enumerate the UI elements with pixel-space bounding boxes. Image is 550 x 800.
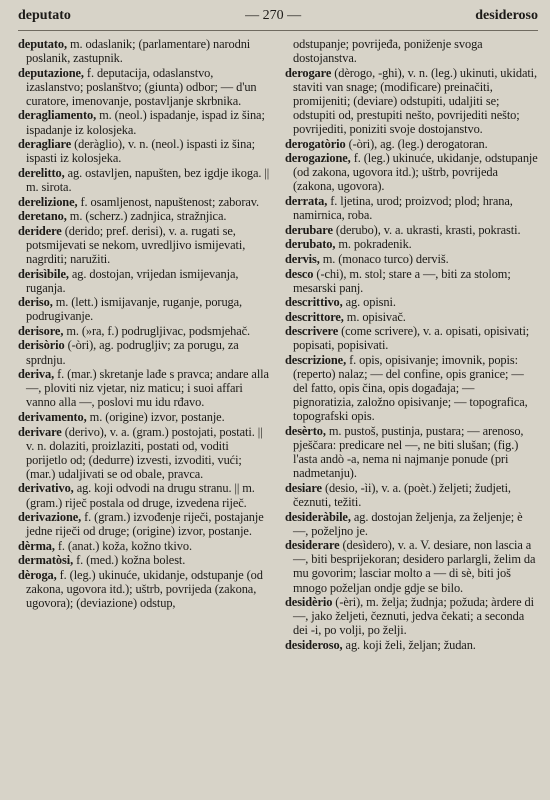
definition: ag. dostojan, vrijedan ismijevanja, ruganja.: [26, 266, 239, 295]
headword: derisìbile,: [18, 266, 69, 281]
dictionary-entry: [285, 295, 538, 309]
definition: f. (mar.) skretanje lađe s pravca; andare alla —, ploviti niz vjetar, niz maticu; i suoi affari vanno alla —, poslovi mu idu rđavo.: [26, 367, 269, 410]
headword: descrizione,: [285, 353, 347, 368]
dictionary-entry: [18, 425, 271, 481]
dictionary-entry: [285, 267, 538, 295]
dictionary-entry: [18, 209, 271, 223]
definition: f. osamljenost, napuštenost; zaborav.: [80, 194, 260, 209]
headword: derrata,: [285, 194, 328, 209]
headword: deriso,: [18, 295, 53, 310]
headword: desèrto,: [285, 424, 326, 439]
definition: m. (lett.) ismijavanje, ruganje, poruga, podrugivanje.: [26, 295, 243, 324]
definition: m. (scherz.) zadnjica, stražnjica.: [69, 209, 227, 224]
dictionary-entry: [285, 194, 538, 222]
definition: odstupanje; povrijeđa, poniženje svoga dostojanstva.: [293, 37, 483, 66]
header-last-word: desideroso: [475, 8, 538, 23]
dictionary-entry: [18, 367, 271, 409]
definition: m. (»ra, f.) podrugljivac, podsmjehač.: [66, 323, 251, 338]
definition: f. (anat.) koža, kožno tkivo.: [57, 538, 192, 553]
headword: dermatòsi,: [18, 553, 74, 568]
definition: (derubo), v. a. ukrasti, krasti, pokrasti.: [335, 222, 521, 237]
dictionary-entry: [18, 510, 271, 538]
dictionary-entry: [285, 66, 538, 136]
dictionary-entry: [18, 224, 271, 266]
right-column: [285, 37, 538, 653]
headword: derisore,: [18, 323, 64, 338]
headword: deragliare: [18, 137, 72, 152]
definition: f. (leg.) ukinuće, ukidanje, odstupanje (od zakona, ugovora itd.); uštrb, povrijeda (zakona, ugovora).: [293, 151, 538, 194]
definition: (deràglio), v. n. (neol.) ispasti iz šina; ispasti iz kolosjeka.: [26, 137, 255, 166]
definition: f. (leg.) ukinuće, ukidanje, odstupanje (od zakona, ugovora itd.); uštrb, povrijeda (zakona, ugovora); (deviazione) odstup,: [26, 567, 263, 611]
dictionary-entry: [18, 108, 271, 136]
headword: derogare: [285, 65, 332, 80]
dictionary-entry: [18, 338, 271, 366]
headword: descrittivo,: [285, 295, 343, 310]
dictionary-entry: [18, 267, 271, 295]
definition: (desìdero), v. a. V. desiare, non lascia a —, biti besprijekoran; desidero parlargli, želim da mu govorim; lasciar molto a — di sè, biti još mnogo poželjan ondje gdje se bilo.: [293, 538, 536, 595]
dictionary-entry: [285, 310, 538, 324]
dictionary-entry: [18, 553, 271, 567]
definition: f. (med.) kožna bolest.: [76, 553, 186, 568]
headword: desideràbile,: [285, 509, 351, 524]
dictionary-entry: [285, 595, 538, 637]
dictionary-entry: [18, 37, 271, 65]
headword: derogazione,: [285, 151, 351, 166]
definition: (desio, -ìi), v. a. (poèt.) željeti; žudjeti, čeznuti, težiti.: [293, 480, 511, 509]
headword: descrivere: [285, 324, 339, 339]
dictionary-entry: [18, 166, 271, 194]
definition: f. (gram.) izvođenje riječi, postajanje jedne riječi od druge; (origine) izvor, postanje.: [26, 510, 264, 539]
definition: f. opis, opisivanje; imovnik, popis: (reperto) nalaz; — del confine, opis granice; — del fatto, opis čina, opis događaja; — pignoratizia, založno opisivanje; — topografica, topografski opis.: [293, 353, 528, 424]
dictionary-entry: [285, 353, 538, 423]
headword: derivamento,: [18, 409, 87, 424]
definition: ag. koji želi, željan; žudan.: [345, 637, 476, 652]
headword: derubato,: [285, 237, 336, 252]
definition: (-òri), ag. podrugljiv; za porugu, za sprdnju.: [26, 338, 239, 367]
headword: deputazione,: [18, 65, 84, 80]
dictionary-entry: [285, 252, 538, 266]
headword: derelitto,: [18, 165, 65, 180]
dictionary-entry: [18, 568, 271, 610]
definition: (-èri), m. želja; žudnja; požuda; àrdere di —, jako željeti, čeznuti, jedva čekati; a seconda dei -i, po volji, po želji.: [293, 595, 534, 638]
dictionary-entry: [285, 424, 538, 480]
columns: [18, 37, 538, 653]
dictionary-entry: [18, 195, 271, 209]
headword: desiderare: [285, 538, 340, 553]
definition: (derido; pref. derisi), v. a. rugati se, potsmijevati se nekom, uvredljivo ismijevati, nagrditi; naružiti.: [26, 223, 246, 266]
dictionary-entry: [18, 539, 271, 553]
page-number: — 270 —: [245, 8, 302, 23]
dictionary-entry: [285, 137, 538, 151]
left-column: [18, 37, 271, 653]
definition: m. (neol.) ispadanje, ispad iz šina; ispadanje iz kolosjeka.: [26, 108, 265, 137]
dictionary-entry: [285, 151, 538, 193]
headword: derubare: [285, 222, 333, 237]
headword: dèroga,: [18, 567, 57, 582]
dictionary-entry: [285, 538, 538, 594]
definition: (-òri), ag. (leg.) derogatoran.: [348, 136, 488, 151]
definition: f. ljetina, urod; proizvod; plod; hrana, namirnica, roba.: [293, 194, 513, 223]
headword: deputato,: [18, 37, 68, 51]
definition: m. odaslanik; (parlamentare) narodni poslanik, zastupnik.: [26, 37, 251, 66]
headword: descrittore,: [285, 309, 344, 324]
headword: deretano,: [18, 209, 67, 224]
definition: ag. ostavljen, napušten, bez igdje ikoga. || m. sirota.: [26, 165, 270, 194]
dictionary-entry: [285, 237, 538, 251]
dictionary-entry: [18, 66, 271, 108]
headword: deridere: [18, 223, 62, 238]
dictionary-entry: [18, 295, 271, 323]
definition: m. (origine) izvor, postanje.: [89, 409, 225, 424]
definition: m. opisivač.: [346, 309, 406, 324]
headword: desco: [285, 266, 314, 281]
headword: derivazione,: [18, 510, 82, 525]
headword: deriva,: [18, 367, 55, 382]
dictionary-entry: [18, 324, 271, 338]
definition: f. deputacija, odaslanstvo, izaslanstvo; poslanštvo; (giunta) odbor; — d'un curatore, imenovanje, postavljanje skrbnika.: [26, 65, 257, 108]
headword: dèrma,: [18, 538, 55, 553]
dictionary-entry: [18, 137, 271, 165]
page-header: [18, 8, 538, 31]
headword: desiare: [285, 480, 322, 495]
definition: m. pustoš, pustinja, pustara; — arenoso, pješčara: predicare nel —, ne biti slušan; (fig.) l'asta andò -a, nema ni najmanje ponude (pri nadmetanju).: [293, 424, 524, 481]
headword: derivare: [18, 424, 62, 439]
dictionary-entry: [285, 223, 538, 237]
headword: derisòrio: [18, 338, 65, 353]
definition: ag. koji odvodi na drugu stranu. || m. (gram.) riječ postala od druge, izvedena riječ.: [26, 481, 255, 510]
definition: (dèrogo, -ghi), v. n. (leg.) ukinuti, ukidati, staviti van snage; (modificare) preinačiti, promijeniti; (deviare) odstupiti, udaljiti se; odstupiti od, prestupiti nešto, povrijediti nešto; povrijediti, poniziti svoje dostojanstvo.: [293, 65, 538, 137]
dictionary-entry: [285, 37, 538, 65]
dictionary-entry: [18, 481, 271, 509]
dictionary-entry: [285, 481, 538, 509]
headword: derogatòrio: [285, 136, 346, 151]
definition: (derivo), v. a. (gram.) postojati, postati. || v. n. dolaziti, proizlaziti, postati od, voditi porijetlo od; (dedurre) izvesti, izvoditi, vući; (mar.) udaljivati se od obale, pravca.: [26, 424, 263, 481]
definition: ag. dostojan željenja, za željenje; è —, poželjno je.: [293, 509, 523, 538]
definition: (come scrivere), v. a. opisati, opisivati; popisati, popisivati.: [293, 324, 530, 353]
dictionary-entry: [285, 324, 538, 352]
headword: dervis,: [285, 251, 320, 266]
headword: desideroso,: [285, 637, 343, 652]
header-first-word: deputato: [18, 8, 71, 23]
dictionary-entry: [285, 638, 538, 652]
headword: derivativo,: [18, 481, 74, 496]
definition: ag. opisni.: [345, 295, 396, 310]
headword: desidèrio: [285, 595, 333, 610]
headword: deragliamento,: [18, 108, 97, 123]
headword: derelizione,: [18, 194, 78, 209]
definition: (-chi), m. stol; stare a —, biti za stolom; mesarski panj.: [293, 266, 511, 295]
definition: m. (monaco turco) derviš.: [322, 251, 449, 266]
definition: m. pokradenik.: [338, 237, 412, 252]
dictionary-entry: [18, 410, 271, 424]
dictionary-entry: [285, 510, 538, 538]
